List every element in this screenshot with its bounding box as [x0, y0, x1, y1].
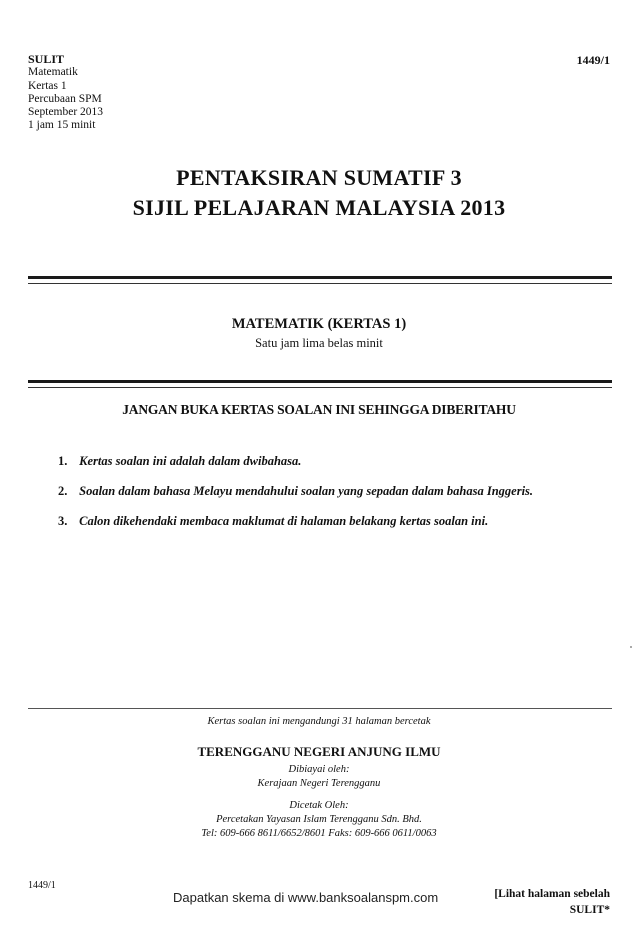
instruction-item	[58, 484, 533, 499]
divider-top-thick	[28, 276, 612, 279]
printed-label: Dicetak Oleh:	[289, 800, 349, 811]
warning-text: JANGAN BUKA KERTAS SOALAN INI SEHINGGA DIBERITAHU	[122, 402, 516, 417]
funded-label: Dibiayai oleh:	[288, 764, 350, 775]
contact-info: Tel: 609-666 8611/6652/8601 Faks: 609-666 0611/0063	[201, 828, 437, 839]
subject-label: Matematik	[28, 66, 78, 79]
footer-divider	[28, 708, 612, 709]
watermark-link[interactable]: Dapatkan skema di www.banksoalanspm.com	[173, 890, 439, 905]
divider-bottom-thick	[28, 380, 612, 383]
instruction-item	[58, 454, 301, 469]
divider-top-thin	[28, 283, 612, 284]
subject-name: MATEMATIK (KERTAS 1)	[231, 316, 407, 332]
instruction-number: 2.	[58, 484, 68, 498]
instruction-number: 3.	[58, 514, 68, 528]
title-line-1: PENTAKSIRAN SUMATIF 3	[176, 165, 462, 190]
footer-sulit: SULIT*	[569, 904, 610, 916]
sulit-label: SULIT	[28, 52, 65, 66]
exam-duration-short: 1 jam 15 minit	[28, 119, 96, 132]
instruction-number: 1.	[58, 454, 68, 468]
divider-bottom-thin	[28, 387, 612, 388]
paper-label: Kertas 1	[28, 79, 67, 92]
paper-code: 1449/1	[576, 53, 610, 67]
printer-name: Percetakan Yayasan Islam Terengganu Sdn. Bhd.	[216, 814, 422, 825]
funded-by: Kerajaan Negeri Terengganu	[257, 778, 381, 789]
title-line-2: SIJIL PELAJARAN MALAYSIA 2013	[132, 195, 506, 220]
instruction-text: Calon dikehendaki membaca maklumat di halaman belakang kertas soalan ini.	[79, 514, 489, 528]
organizer-name: TERENGGANU NEGERI ANJUNG ILMU	[197, 744, 441, 759]
subject-duration: Satu jam lima belas minit	[255, 336, 383, 350]
turn-page-note: [Lihat halaman sebelah	[494, 888, 610, 900]
header-info	[28, 53, 103, 133]
exam-date: September 2013	[28, 106, 104, 119]
exam-type: Percubaan SPM	[28, 92, 102, 105]
scan-speck	[630, 646, 632, 648]
page-count-note: Kertas soalan ini mengandungi 31 halaman bercetak	[207, 716, 431, 727]
footer-paper-code: 1449/1	[28, 880, 56, 891]
instruction-text: Kertas soalan ini adalah dalam dwibahasa.	[79, 454, 302, 468]
instruction-item	[58, 514, 488, 529]
instruction-text: Soalan dalam bahasa Melayu mendahului soalan yang sepadan dalam bahasa Inggeris.	[79, 484, 534, 498]
